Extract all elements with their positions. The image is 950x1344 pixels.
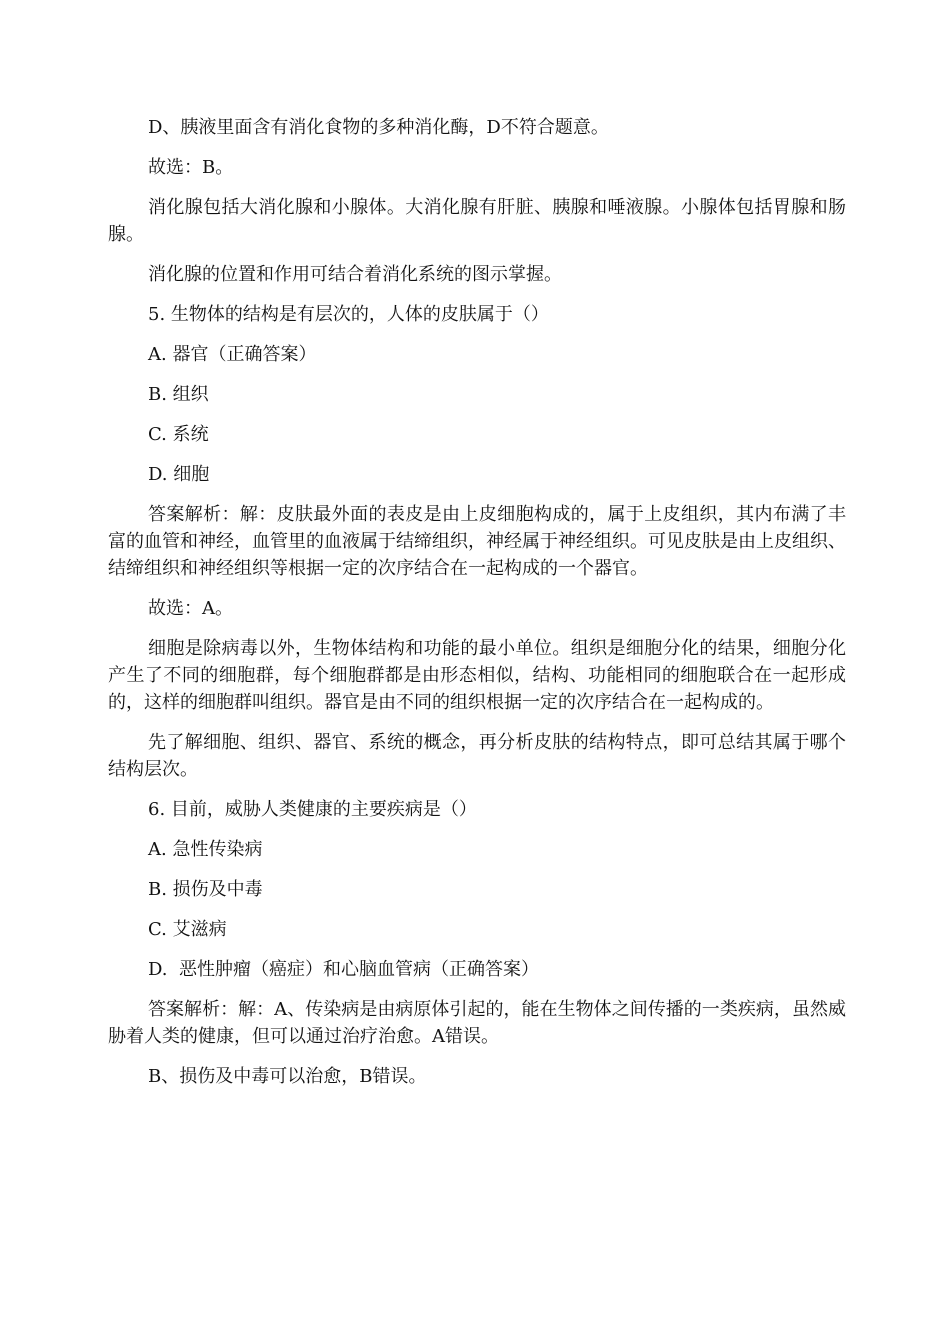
question-6-option-b-analysis: B、损伤及中毒可以治愈，B错误。 [148,1066,427,1087]
question-6-answer-analysis: 答案解析：解：A、传染病是由病原体引起的，能在生物体之间传播的一类疾病，虽然威胁着人类的健康，但可以通过治疗治愈。A错误。 [108,999,846,1047]
question-5-option-c: C. 系统 [148,424,209,445]
explanation-paragraph: 消化腺的位置和作用可结合着消化系统的图示掌握。 [148,264,562,285]
option-d-text: D、胰液里面含有消化食物的多种消化酶，D不符合题意。 [148,117,609,138]
question-5-option-b: B. 组织 [148,384,209,405]
question-5-option-a: A. 器官（正确答案） [148,344,317,365]
question-6-option-b: B. 损伤及中毒 [148,879,263,900]
question-5-option-d: D. 细胞 [148,464,210,485]
explanation-paragraph: 消化腺包括大消化腺和小腺体。大消化腺有肝脏、胰腺和唾液腺。小腺体包括胃腺和肠腺。 [108,197,846,245]
question-6-option-c: C. 艾滋病 [148,919,227,940]
question-5-summary: 先了解细胞、组织、器官、系统的概念，再分析皮肤的结构特点，即可总结其属于哪个结构层次。 [108,732,846,780]
question-6-option-d: D. 恶性肿瘤（癌症）和心脑血管病（正确答案） [148,959,539,980]
question-6-stem: 6. 目前，威胁人类健康的主要疾病是（） [148,799,477,820]
question-6-option-a: A. 急性传染病 [148,839,263,860]
question-5-stem: 5. 生物体的结构是有层次的，人体的皮肤属于（） [148,304,549,325]
document-body [108,114,846,1103]
question-5-explanation: 细胞是除病毒以外，生物体结构和功能的最小单位。组织是细胞分化的结果，细胞分化产生了不同的细胞群，每个细胞群都是由形态相似，结构、功能相同的细胞联合在一起形成的，这样的细胞群叫组织。器官是由不同的组织根据一定的次序结合在一起构成的。 [108,638,846,713]
question-5-answer-choice: 故选：A。 [148,598,233,619]
question-5-answer-analysis: 答案解析：解：皮肤最外面的表皮是由上皮细胞构成的，属于上皮组织，其内布满了丰富的血管和神经，血管里的血液属于结缔组织，神经属于神经组织。可见皮肤是由上皮组织、结缔组织和神经组织等根据一定的次序结合在一起构成的一个器官。 [108,504,846,579]
answer-choice-text: 故选：B。 [148,157,234,178]
